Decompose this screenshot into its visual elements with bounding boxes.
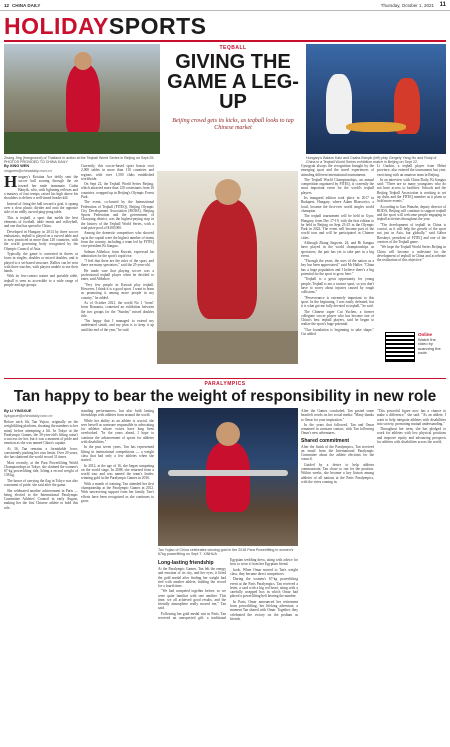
drop-cap: H	[4, 175, 18, 191]
teqball-photo-middle	[157, 171, 298, 364]
paragraph: The honor of carrying the flag in Tokyo was also a moment of pride, she said after the game.	[4, 478, 78, 488]
byline-2	[4, 409, 78, 418]
article-column-4	[377, 164, 446, 329]
paragraph: Guided by a desire to help athletes communicate, Tan chose to run for the position. Within weeks, she became a key liaison among athletes of all nations at the Paris Paralympics, with the votes coming in.	[301, 462, 374, 484]
secondary-headline: Tan happy to bear the weight of responsibility in new role	[13, 388, 437, 405]
paragraph	[4, 175, 78, 201]
paragraph: Before each lift, Tan Yujiao, originally on the weightlifting platform, shouting the numbers to her mind, before attempting a lift. In Tokyo at the Paralympic Games, the 30-year-old's lifting wasn't a success for her, but it was a moment of pride and emotion as she was named China's captain.	[4, 420, 78, 446]
para-column-5	[377, 409, 446, 743]
paragraph: "Through the years, the uses of the nation as a key has been appreciated," said Mr Haller. "China has a huge population and I believe there's a big potential for the sport to grow here."	[301, 259, 374, 276]
section-title-holiday: HOLIDAY	[4, 13, 109, 39]
section-title-sports: SPORTS	[108, 13, 207, 39]
barbell	[168, 470, 288, 476]
paragraph: With its low-contact nature and portable table, teqball is seen as accessible to a wide range of people and age groups.	[4, 274, 78, 287]
para-column-3	[158, 558, 298, 743]
paragraph: In the years that followed, Tan and Omar remained in constant contact, with Tan following Omar's new adventures.	[301, 422, 374, 436]
subhead: Shared commitment	[301, 437, 350, 444]
section-rule	[4, 40, 446, 42]
article-column-2	[81, 164, 154, 373]
paragraph: Currently, this soccer-based sport boasts over 2,000 tables in more than 110 countries and regions, with over 1,500 clubs established worldwide.	[81, 164, 154, 181]
paragraph: At 36, Tan remains a formidable force, consistently pushing her own limits. Over 20 years, she has shattered the world record 31 times.	[4, 446, 78, 460]
newspaper-name: CHINA DAILY	[12, 3, 41, 8]
section-kicker: TEQBALL	[219, 45, 247, 51]
player-head	[215, 179, 241, 205]
paragraph: The event, co-hosted by the International Federation of Teqball (FITEQ), Beijing Olympic City Development Association (BODA), Beijing Sports Federation and the government of Chaoyang district, was the highest-paying stop in the history of the Teqball World Series, with a total prize pool of $100,000.	[81, 200, 154, 230]
paragraph: "Teqball is a great opportunity for young people. Teqball is not a contact sport, so you don't have to worry about injuries caused by rough collisions."	[301, 277, 374, 295]
paragraph: "Very few people in Kuwait play teqball. However, I think it is a good sport. I want to learn as promoting it among more people in my country," he added.	[81, 282, 154, 300]
paragraph: Salman Alibekov, from Kuwait, expressed his admiration for the sport's rapid rise.	[81, 249, 154, 258]
byline	[4, 164, 78, 173]
headline-deck: Beijing crowd gets its kicks, as teqball looks to tap Chinese market	[172, 118, 294, 131]
paragraph: At the Paralympic Games, Tan felt the energy and emotion of its city, and her eyes, it lifted the gold medal after finding her weight had tied with another athlete, holding the record for a fourth time.	[158, 567, 226, 588]
paragraph: book. When Omar moved to Tan's weight class, they became direct competitors.	[230, 567, 298, 576]
paragraph: He made sure that playing soccer was a professional teqball player when he decided to enter, said Alibekov.	[81, 268, 154, 282]
paragraph: In 2012, at the age of 16, she began competing on the world stage. In 2008, she returned from a world tour and was named the team's leader, winning gold in the Paralympic Games in 2016.	[81, 463, 154, 481]
paragraph: Gyurgyak always the recognition brought by the emerging sport and the travel experiences of attending different international tournaments.	[301, 164, 374, 177]
paragraph: While her ability as an athlete is crucial, she sees herself as someone responsible in advocating for athletes whose voices have long been overlooked. "In the years ahead, I hope to continue the advancement of sports for athletes with disabilities."	[81, 418, 154, 444]
paragraph: After the finish of the Paralympics, Tan received an email from the International Paralympic Committee about the athlete elections for the council.	[301, 444, 374, 462]
paragraph: "We had competed together before, so we were quite familiar with one another. This time, we all achieved good results, and the friendly atmosphere really moved me," Tan said.	[158, 589, 226, 611]
video-qr-box[interactable]	[385, 332, 446, 370]
paragraph: She celebrated another achievement in Paris — being elected to the International Paralympic Committee Athletes' Council in early August, making her the first Chinese athlete to hold this role.	[4, 488, 78, 510]
main-headline: GIVING THE GAME A LEG-UP	[167, 51, 299, 113]
paragraph: The Teqball World Championships, an annual competition organized by FITEQ, is currently the most important event for the world's teqball players.	[301, 177, 374, 195]
paragraph: In an interview with China Daily, Bi Jianguo said: "There are so many youngsters who do not have access to facilities. Schools and the Beijing Teqball Association is working to set up clubs and the FITEQ member as it plans to hold more events."	[377, 177, 446, 204]
paragraph: "We hope the Teqball World Series Beijing in China will become a milestone for the development of teqball in China and accelerate the realization of this objective."	[377, 245, 446, 262]
paragraph: In the past seven years, Tan has represented lifting in international competitions — a weight class that had only a few athletes when she started.	[81, 445, 154, 463]
paragraph: In Paris, Omar announced her retirement from powerlifting, her lifelong adventure, a moment Tan shared with Omar. Together, they celebrated the victory on the podium as friends.	[230, 599, 298, 621]
para-column-2	[81, 409, 154, 743]
paragraph: Among the domestic competitors who showed up in the capital were the highest number of teams from the country, including a team led by FITEQ vice-president Bi Jianguo.	[81, 231, 154, 249]
byline-author: By XING WEN	[4, 164, 30, 168]
paragraph: "I'm happy that I managed to extend my undefeated streak, and my plan is to keep it up until the end of the year," he said.	[81, 319, 154, 332]
paragraph: According to Gao Wanzhe, deputy director of BODA, Beijing will continue to support teqball and the sport will welcome people engaging in teqball activities throughout the year.	[377, 204, 446, 222]
section-title	[4, 13, 206, 40]
qr-code-icon[interactable]	[385, 332, 415, 362]
teqball-photo-right	[306, 44, 446, 154]
qr-label	[418, 333, 446, 356]
athlete-head	[216, 422, 240, 446]
qr-label-title: Online	[418, 332, 433, 337]
subhead: Long-lasting friendship	[158, 560, 214, 566]
para-column-4	[301, 409, 374, 743]
player-head	[74, 52, 92, 70]
paragraph: This is teqball, a sport that melds the best elements of football, table tennis and volleyball, and one that has spread to China.	[4, 215, 78, 229]
article-column-3	[301, 164, 374, 373]
player-figure	[66, 64, 100, 136]
photo-caption-left: Zhang Jing (foreground) of Thailand in action at the Teqball World Series in Beijing on Sept 25. PHOTOS PROVIDED TO CHINA DAILY	[4, 156, 155, 165]
story-divider	[4, 378, 446, 379]
article-column-1	[4, 175, 78, 373]
paragraph: The teqball tournament will be held in Gyor, Hungary, from Dec 17-19, with the first edition to be held in Beijing on Sept 23-25 in the Olympic Park in 2022. The event will become part of the world tour and will be participated in Chinese cities.	[301, 214, 374, 240]
paragraph: After the Games concluded, Tan posted some heartfelt words on her social media: "Many thanks to Omar for your inspiration."	[301, 409, 374, 422]
page-number-left: 12	[4, 3, 10, 8]
teqball-table	[346, 122, 406, 132]
paragraph-text: ungary's Kristina Ace deftly sent the soccer ball soaring through the air toward her male teammate, Csaba Bányik, who, with lightning reflexes and a mastery of foot tempo, raised his high above his shoulders to deliver a well-timed header kill.	[4, 175, 78, 201]
ground	[157, 331, 298, 364]
paralympics-photo	[158, 408, 298, 546]
ground	[4, 132, 160, 154]
paragraph: On Sept 22, the Teqball World Series Beijing, which attracted more than 120 contestants from 16 countries, wrapped up in Beijing's Olympic Forest Park.	[81, 182, 154, 199]
paragraph: "Perseverance is extremely important to this sport. In the beginning, I was easily defeated, but it is what got me fully devoted to teqball," he said.	[301, 295, 374, 309]
paragraph: "The development of teqball in China is crucial, as it will help the growth of the sport not just in Asia, but globally," said Gábor Borsányi, president of FITEQ and one of the creators of the Teqball game.	[377, 222, 446, 244]
paragraph: During the women's 67-kg powerlifting event at the Paris Paralympics, Tan received a letter, a card with a big red heart, along with a carefully wrapped box in which Omar had placed a powerlifting belt bearing the number.	[230, 577, 298, 599]
paragraph: Typically, the game is contested in threes or fours in singles, doubles or mixed doubles, and is played to a set-based structure. Rallies can be won with three touches, with players unable to use their hands.	[4, 252, 78, 273]
teqball-photo-left	[4, 44, 160, 154]
qr-label-text: Watch the video by scanning the code.	[418, 336, 441, 356]
byline-author: By LI YINGXUE	[4, 409, 32, 413]
byline-email: xingwen@chinadaily.com.cn	[4, 168, 52, 173]
player-figure	[197, 199, 257, 319]
section-kicker-2: PARALYMPICS	[204, 381, 246, 387]
paragraph: Throughout her term, she has pledged to work for athletes with low physical positions and improve equity and advancing prospects for athletes with disabilities across the world.	[377, 427, 446, 444]
paragraph: As of October 2021, the world No 1 "team" from Romania, contested an exhibition between the two groups for the "Sunday" mixed doubles title.	[81, 301, 154, 318]
photo-caption-right: Hungary's Balázs Katz and Csaba Bányik (left) play Gergely Yang Hu and Ruiqi of China in a Teqball World Series exhibition match in Beijing on Sept 22.	[306, 156, 437, 165]
paragraph: Although Zhang Jingwen, 24, and Bi Jianguo have played in the world championships as spectators, the pair has yet to take part in a big event.	[301, 241, 374, 258]
athlete-figure	[206, 442, 250, 512]
photo-caption-bottom: Tan Yujiao of China celebrates winning gold in the 2018 Para Powerlifting in women's 67kg powerlifting on Sept 7. XINHUA	[158, 548, 294, 557]
page-number-right: 11	[439, 2, 446, 8]
paragraph: Most recently, at the Para Powerlifting World Championships in Tokyo, she claimed the women's 67-kg powerlifting title, lifting a record weight of 138 kg.	[4, 460, 78, 478]
paragraph: Following her gold medal win in Paris, Tan received an unexpected gift: a traditional Egyptian wedding dress, along with advice for how to wear it from her Egyptian friend.	[158, 558, 298, 621]
paragraph: The Chinese super Cui Yuchen, a former collegiate soccer player who has become one of China's best teqball players, said he began to realize the sport's huge potential.	[301, 309, 374, 327]
byline-email: liyingxue@chinadaily.com.cn	[4, 413, 53, 418]
para-column-1	[4, 420, 78, 743]
paragraph: "This powerful figure now has a chance to make a difference," she said. "As an athlete, I want to help integrate athletes with disabilities into society, promoting mutual understanding."	[377, 409, 446, 426]
issue-date: Thursday, October 1, 2021	[380, 3, 434, 8]
masthead-bar	[0, 0, 450, 11]
paragraph: Its inaugural edition took place in 2017 in Budapest, Hungary, where Adam Blazsovics, a local, became the first-ever world singles world champion.	[301, 196, 374, 213]
paragraph: "Our foundation is beginning to take shape," Cui added.	[301, 327, 374, 336]
paragraph: Instead of firing the ball toward a goal, it sprang over a clear plastic divider and onto the opposite side of an oddly curved ping-pong table.	[4, 201, 78, 215]
paragraph: "I feel that there are the rules of the sport, and there are many spectators," said the 25-year-old.	[81, 259, 154, 268]
paragraph: Developed in Hungary in 2014 by three soccer enthusiasts, teqball is played on a curved table and is now practiced in more than 120 countries, with the world governing body recognized by the Olympic Council of Asia.	[4, 229, 78, 251]
paragraph: With a month of training, Tan attended her first championship at the Paralympic Games in 2012. With unwavering support from her family, Tan's efforts have been recognized as she continues to grow.	[81, 481, 154, 503]
paragraph: Li Gaobin, a teqball player from Hebei province, also entered the tournament last year, exercising with an amateur team in Beijing.	[377, 164, 446, 177]
paragraph: standing performances, but also built lasting friendships with athletes from around the world.	[81, 409, 154, 418]
